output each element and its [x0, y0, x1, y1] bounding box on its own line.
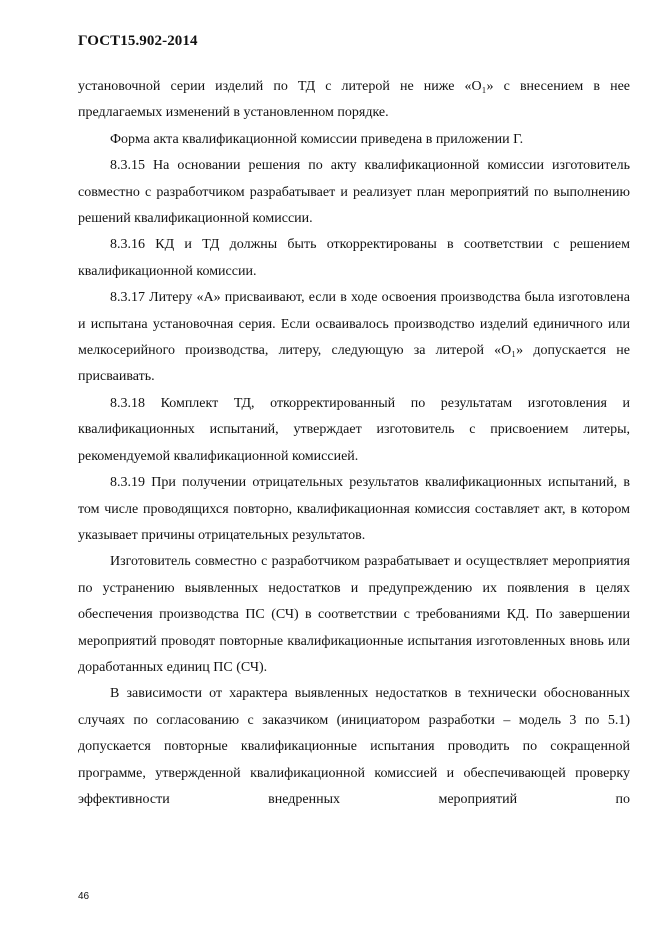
- paragraph-8-3-15: 8.3.15 На основании решения по акту квалификационной комиссии изготовитель совместно с разработчиком разрабатывает и реализует план мероприятий по выполнению решений квалификационной комиссии.: [78, 158, 630, 227]
- paragraph-8-3-19: 8.3.19 При получении отрицательных результатов квалификационных испытаний, в том числе проводящихся повторно, квалификационная комиссия составляет акт, в котором указывает причины отрицательных результатов.: [78, 475, 630, 543]
- document-body: [78, 74, 630, 813]
- paragraph-manufacturer-measures: Изготовитель совместно с разработчиком разрабатывает и осуществляет мероприятия по устранению выявленных недостатков и предупреждению их появления в целях обеспечения производства ПС (СЧ) в соответствии с требованиями КД. По завершении мероприятий проводят повторные квалификационные испытания изготовленных вновь или доработанных единиц ПС (СЧ).: [78, 554, 630, 675]
- paragraph-form-reference: Форма акта квалификационной комиссии приведена в приложении Г.: [110, 131, 524, 147]
- page-number: 46: [78, 891, 90, 902]
- paragraph-8-3-17: 8.3.17 Литеру «А» присваивают, если в ходе освоения производства была изготовлена и испытана установочная серия. Если осваивалось производство изделий единичного или мелкосерийного производства, литеру, следующую за литерой «O₁» допускается не присваивать.: [78, 290, 630, 385]
- paragraph-continuation: установочной серии изделий по ТД с литерой не ниже «O₁» с внесением в нее предлагаемых изменений в установленном порядке.: [78, 79, 630, 121]
- paragraph-8-3-16: 8.3.16 КД и ТД должны быть откорректированы в соответствии с решением квалификационной комиссии.: [78, 237, 630, 279]
- document-header: ГОСТ15.902-2014: [78, 33, 198, 49]
- paragraph-8-3-18: 8.3.18 Комплект ТД, откорректированный по результатам изготовления и квалификационных испытаний, утверждает изготовитель с присвоением литеры, рекомендуемой квалификационной комиссией.: [78, 395, 630, 464]
- paragraph-repeated-tests: В зависимости от характера выявленных недостатков в технически обоснованных случаях по согласованию с заказчиком (инициатором разработки – модель 3 по 5.1) допускается повторные квалификационные испытания проводить по сокращенной программе, утвержденной квалификационной комиссией и обеспечивающей проверку эффективности внедренных мероприятий по: [78, 686, 630, 807]
